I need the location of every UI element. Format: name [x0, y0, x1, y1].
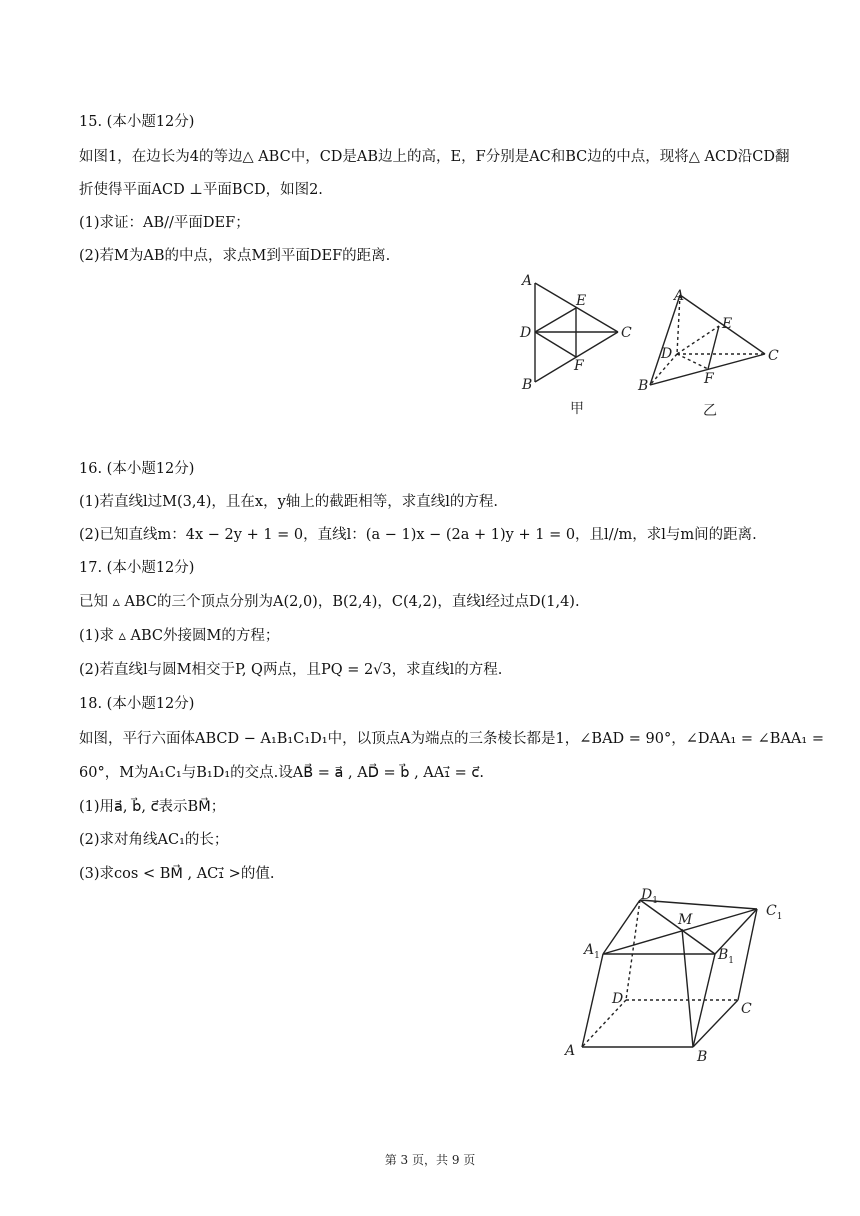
problem-15-statement-line2: 折使得平面ACD ⊥平面BCD，如图2. — [79, 182, 323, 198]
label-D: D — [520, 325, 532, 341]
parallelepiped-figure — [560, 882, 800, 1067]
problem-18-part1: (1)用a⃗, b⃗, c⃗表示BM⃗； — [79, 799, 226, 815]
label-C1: $C_1$ — [766, 903, 783, 922]
label-M: M — [678, 912, 693, 928]
label-C-folded: C — [768, 348, 779, 364]
label-B1: $B_1$ — [718, 947, 735, 966]
figure-caption-right: 乙 — [703, 403, 717, 419]
problem-18-part3: (3)求cos < BM⃗ , AC₁⃗ >的值. — [79, 866, 275, 882]
figure-caption-left: 甲 — [570, 401, 584, 417]
problem-15-header: 15. (本小题12分) — [79, 114, 195, 130]
label-A1: $A_1$ — [584, 942, 600, 961]
label-A: A — [565, 1043, 576, 1059]
problem-17-part2: (2)若直线l与圆M相交于P, Q两点，且PQ = 2√3，求直线l的方程. — [79, 662, 503, 678]
label-B: B — [522, 377, 533, 393]
label-D1: $D_1$ — [641, 887, 658, 906]
problem-18-part2: (2)求对角线AC₁的长； — [79, 832, 229, 848]
problem-18-header: 18. (本小题12分) — [79, 696, 195, 712]
problem-18-statement-line1: 如图，平行六面体ABCD − A₁B₁C₁D₁中，以顶点A为端点的三条棱长都是1，∠BAD = 90°，∠DAA₁ = ∠BAA₁ = — [79, 731, 824, 747]
problem-17-statement: 已知 ▵ ABC的三个顶点分别为A(2,0)，B(2,4)，C(4,2)，直线l经过点D(1,4). — [79, 594, 580, 610]
label-C: C — [741, 1001, 752, 1017]
page-footer: 第 3 页，共 9 页 — [384, 1153, 476, 1167]
label-E: E — [576, 293, 587, 309]
label-A-folded: A — [674, 288, 685, 304]
problem-16-header: 16. (本小题12分) — [79, 461, 195, 477]
label-D-folded: D — [661, 346, 673, 362]
problem-17-header: 17. (本小题12分) — [79, 560, 195, 576]
label-B: B — [697, 1049, 708, 1065]
problem-16-part2: (2)已知直线m：4x − 2y + 1 = 0，直线l：(a − 1)x − (2a + 1)y + 1 = 0，且l//m，求l与m间的距离. — [79, 527, 757, 543]
label-A: A — [522, 273, 533, 289]
problem-15-part2: (2)若M为AB的中点，求点M到平面DEF的距离. — [79, 248, 391, 264]
triangle-fold-figure — [510, 268, 800, 428]
problem-15-part1: (1)求证：AB//平面DEF； — [79, 215, 250, 231]
problem-16-part1: (1)若直线l过M(3,4)，且在x，y轴上的截距相等，求直线l的方程. — [79, 494, 499, 510]
problem-17-part1: (1)求 ▵ ABC外接圆M的方程； — [79, 628, 280, 644]
problem-15-statement-line1: 如图1，在边长为4的等边△ ABC中，CD是AB边上的高，E，F分别是AC和BC边的中点，现将△ ACD沿CD翻 — [79, 149, 790, 165]
problem-18-statement-line2: 60°，M为A₁C₁与B₁D₁的交点.设AB⃗ = a⃗ , AD⃗ = b⃗ , AA₁⃗ = c⃗. — [79, 765, 484, 781]
label-D: D — [612, 991, 624, 1007]
label-F-folded: F — [704, 371, 714, 387]
label-E-folded: E — [722, 316, 733, 332]
label-F: F — [574, 358, 584, 374]
label-C: C — [621, 325, 632, 341]
label-B-folded: B — [638, 378, 649, 394]
